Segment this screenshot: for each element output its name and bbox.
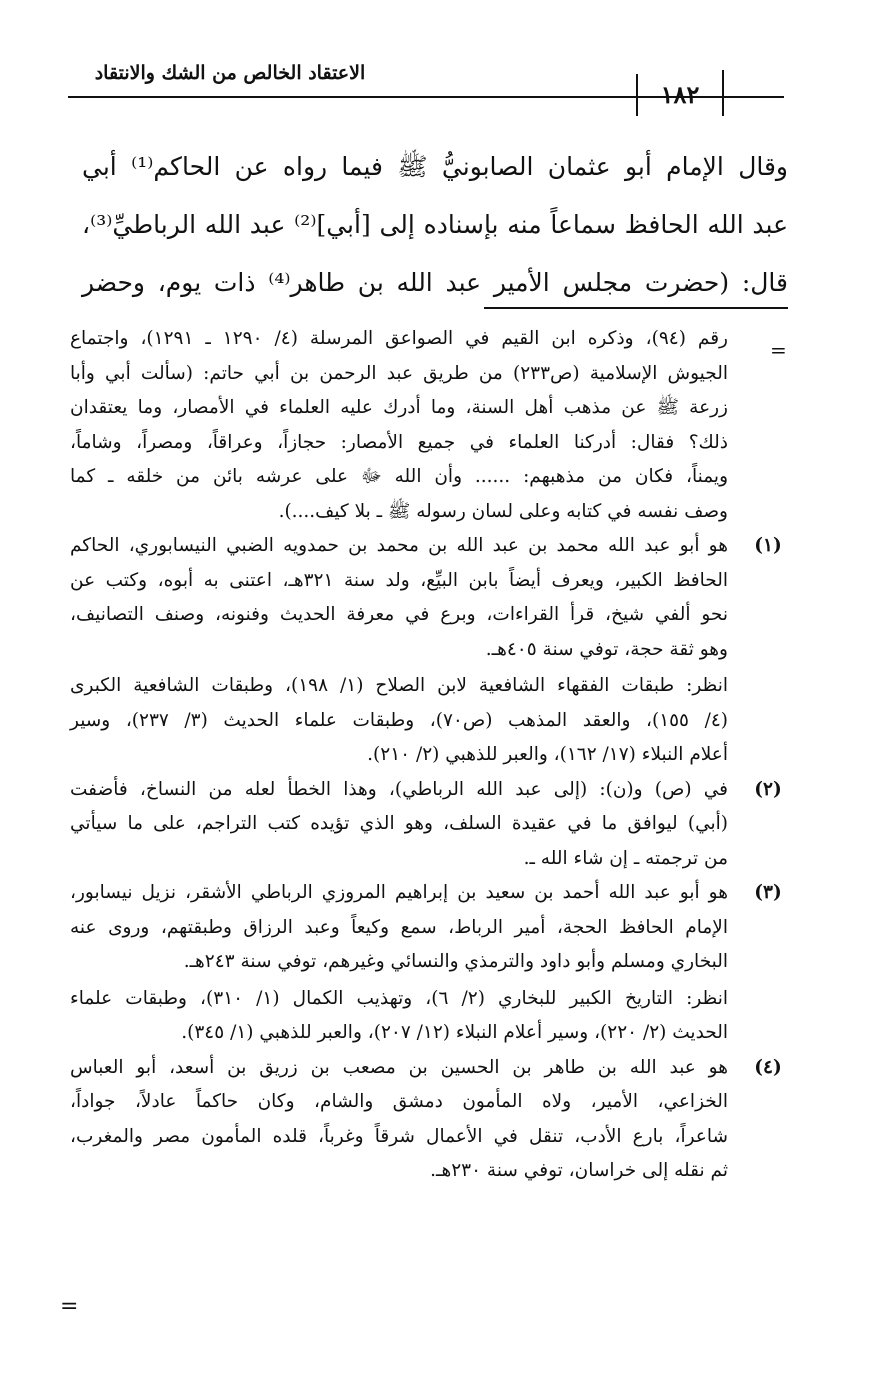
footnote-marker: (٣) [754,882,782,903]
note-line: انظر: التاريخ الكبير للبخاري (٢/ ٦)، وتهذيب الكمال (١/ ٣١٠)، وطبقات علماء [70,987,728,1009]
note-line: الحديث (٢/ ٢٢٠)، وسير أعلام النبلاء (١٢/ ٢٠٧)، والعبر للذهبي (١/ ٣٤٥). [181,1022,728,1043]
footnote-marker: (١) [754,535,782,556]
note-line: شاعراً، بارع الأدب، تنقل في الأعمال شرقاً وغرباً، قلده المأمون مصر والمغرب، [70,1125,728,1147]
main-line: عبد الله الحافظ سماعاً منه بإسناده إلى [أبي]⁽²⁾ عبد الله الرباطيِّ⁽³⁾، [82,210,788,239]
main-line: قال: (حضرت مجلس الأمير عبد الله بن طاهر⁽⁴⁾ ذات يوم، وحضر [82,268,789,297]
continues-mark: = [60,1294,79,1319]
note-line: وصف نفسه في كتابه وعلى لسان رسوله ﷺ ـ بلا كيف....). [278,500,728,522]
note-line: الخزاعي، الأمير، ولاه المأمون دمشق والشام، وكان حاكماً عادلاً، جواداً، [70,1091,728,1112]
main-line: وقال الإمام أبو عثمان الصابونيُّ ﷺ فيما رواه عن الحاكم⁽¹⁾ أبي [82,152,789,181]
note-line: هو عبد الله بن طاهر بن الحسين بن مصعب بن زريق بن أسعد، أبو العباس [70,1056,728,1078]
note-line: الإمام الحافظ الحجة، أمير الرباط، سمع وكيعاً وعبد الرزاق وطبقتهم، وروى عنه [70,916,728,938]
note-line: هو أبو عبد الله محمد بن عبد الله بن محمد بن حمدويه الضبي النيسابوري، الحاكم [70,535,728,556]
note-line: الحافظ الكبير، ويعرف أيضاً بابن البيِّع، ولد سنة ٣٢١هـ، اعتنى به أبوه، وكتب عن [70,569,728,591]
note-line: (٤/ ١٥٥)، والعقد المذهب (ص٧٠)، وطبقات علماء الحديث (٣/ ٢٣٧)، وسير [70,709,728,731]
note-line: ويمناً، فكان من مذهبهم: ...... وأن الله ﷻ على عرشه بائن من خلقه ـ كما [70,466,728,487]
note-line: وهو ثقة حجة، توفي سنة ٤٠٥هـ. [485,638,728,660]
continuation-mark: = [770,338,787,362]
note-line: ذلك؟ فقال: أدركنا العلماء في جميع الأمصار: حجازاً، وعراقاً، ومصراً، وشاماً، [70,431,728,453]
note-line: ثم نقله إلى خراسان، توفي سنة ٢٣٠هـ. [430,1160,728,1181]
running-title: الاعتقاد الخالص من الشك والانتقاد [94,62,366,84]
page-number: ١٨٢ [660,80,700,109]
note-line: (أبي) ليوافق ما في عقيدة السلف، وهو الذي تؤيده كتب التراجم، على ما سيأتي [70,813,728,834]
footnote-3 [70,876,792,1051]
footnote-separator [484,307,788,309]
main-text [82,138,788,312]
note-line: نحو ألفي شيخ، قرأ القراءات، وبرع في معرفة الحديث وفنونه، وصنف التصانيف، [70,604,728,625]
note-line: هو أبو عبد الله أحمد بن سعيد بن إبراهيم المروزي الرباطي الأشقر، نزيل نيسابور، [70,882,728,903]
note-line: رقم (٩٤)، وذكره ابن القيم في الصواعق المرسلة (٤/ ١٢٩٠ ـ ١٢٩١)، واجتماع [70,328,728,349]
note-line: زرعة ﷺ عن مذهب أهل السنة، وما أدرك عليه العلماء في الأمصار، وما يعتقدان [70,397,728,418]
footnotes [70,322,792,1189]
footnote-1 [70,529,792,773]
note-line: من ترجمته ـ إن شاء الله ـ. [523,847,728,869]
footnote-marker: (٢) [754,778,782,800]
note-line: أعلام النبلاء (١٧/ ١٦٢)، والعبر للذهبي (٢/ ٢١٠). [367,744,728,765]
footnote-2 [70,773,792,877]
note-line: البخاري ومسلم وأبو داود والترمذي والنسائي وغيرهم، توفي سنة ٢٤٣هـ. [183,951,728,972]
note-line: انظر: طبقات الفقهاء الشافعية لابن الصلاح (١/ ١٩٨)، وطبقات الشافعية الكبرى [70,675,728,696]
header-divider-left [636,74,638,116]
footnote-4 [70,1051,792,1189]
footnote-marker: (٤) [754,1056,782,1078]
continuation-note [70,322,792,529]
header-divider-right [722,70,724,116]
note-line: الجيوش الإسلامية (ص٢٣٣) من طريق عبد الرحمن بن أبي حاتم: (سألت أبي وأبا [70,362,728,384]
note-line: في (ص) و(ن): (إلى عبد الله الرباطي)، وهذا الخطأ لعله من النساخ، فأضفت [70,778,728,800]
